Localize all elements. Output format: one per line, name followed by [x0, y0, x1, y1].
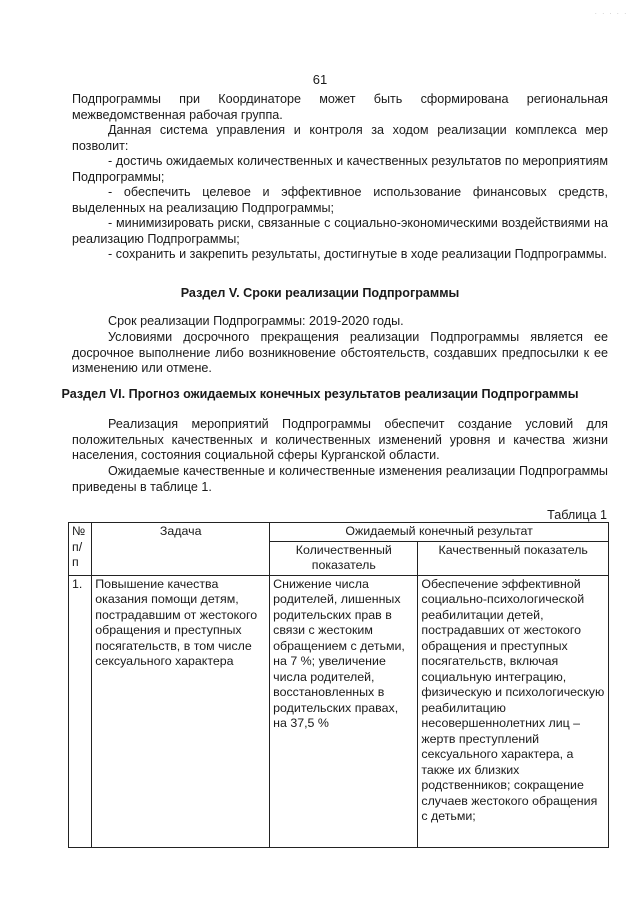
bullet-preserve-results: - сохранить и закрепить результаты, достигнутые в ходе реализации Подпрограммы. [108, 247, 608, 261]
row-qualitative: Обеспечение эффективной социально-психологической реабилитации детей, пострадавших от жестокого обращения и преступных посягательств, включая социальную интеграцию, физическую и психологическую реабилитацию несовершеннолетних лиц – жертв преступлений сексуального характера, а также их близких родственников; сокращение случаев жестокого обращения с детьми; [418, 575, 609, 847]
section-6-implementation: Реализация мероприятий Подпрограммы обеспечит создание условий для положительных качественных и количественных изменений уровня и качества жизни населения, состояния социальной сферы Курганской области. [72, 417, 608, 463]
header-quantitative: Количественный показатель [270, 541, 418, 575]
results-table [68, 522, 609, 848]
bullet-financial-use: - обеспечить целевое и эффективное использование финансовых средств, выделенных на реализацию Подпрограммы; [72, 185, 608, 215]
paragraph-control-system: Данная система управления и контроля за ходом реализации комплекса мер позволит: [72, 123, 608, 153]
section-6-expected-changes: Ожидаемые качественные и количественные изменения реализации Подпрограммы приведены в таблице 1. [72, 464, 608, 494]
row-task: Повышение качества оказания помощи детям, пострадавшим от жестокого обращения и преступных посягательств, в том числе сексуального характера [92, 575, 270, 847]
page-number: 61 [312, 72, 328, 87]
corner-mark: . . . . . [594, 10, 628, 16]
row-number: 1. [69, 575, 92, 847]
bullet-achieve-results: - достичь ожидаемых количественных и качественных результатов по мероприятиям Подпрограммы; [72, 154, 608, 184]
bullet-minimize-risks: - минимизировать риски, связанные с социально-экономическими воздействиями на реализацию Подпрограммы; [72, 216, 608, 246]
header-qualitative: Качественный показатель [418, 541, 609, 575]
row-quantitative: Снижение числа родителей, лишенных родительских прав в связи с жестоким обращением с детьми, на 7 %; увеличение числа родителей, восстановленных в родительских правах, на 37,5 % [270, 575, 418, 847]
section-6-heading: Раздел VI. Прогноз ожидаемых конечных результатов реализации Подпрограммы [61, 387, 579, 401]
table-row [69, 575, 609, 847]
section-5-termination: Условиями досрочного прекращения реализации Подпрограммы является ее досрочное выполнение либо возникновение обстоятельств, создавших предпосылки к ее изменению или отмене. [72, 330, 608, 376]
header-expected-result: Ожидаемый конечный результат [270, 523, 609, 542]
table-caption: Таблица 1 [547, 508, 607, 522]
section-5-term: Срок реализации Подпрограммы: 2019-2020 годы. [108, 314, 404, 328]
header-task: Задача [92, 523, 270, 576]
header-number: № п/п [69, 523, 92, 576]
section-5-heading: Раздел V. Сроки реализации Подпрограммы [180, 286, 460, 300]
paragraph-continuation: Подпрограммы при Координаторе может быть сформирована региональная межведомственная рабочая группа. [72, 92, 608, 122]
